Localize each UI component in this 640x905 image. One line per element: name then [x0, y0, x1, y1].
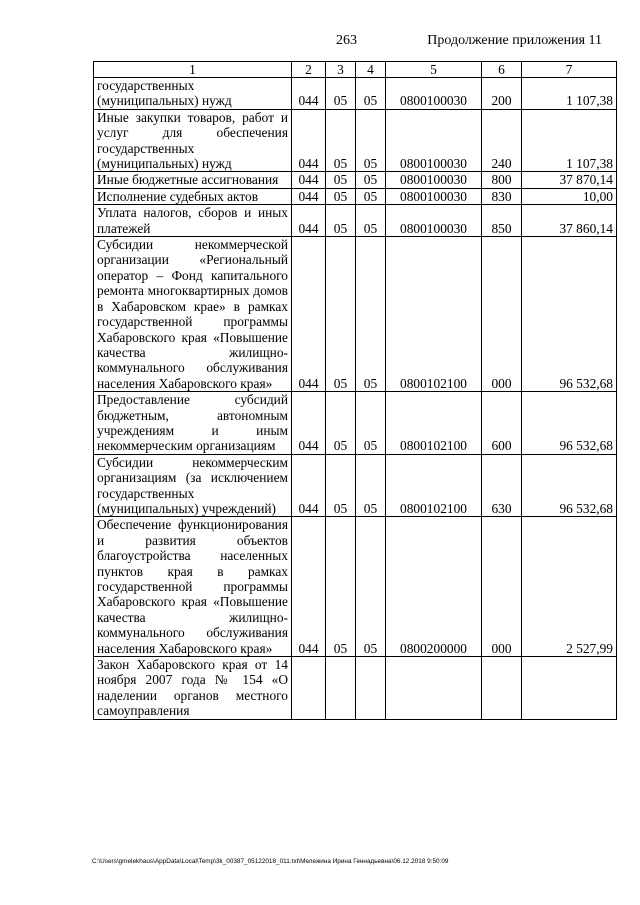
row-target-code: 0800100030 [386, 172, 482, 188]
row-expense-type: 200 [482, 78, 522, 110]
file-path-footer: C:\Users\gmelekhaus\AppData\Local\Temp\3k_00387_05122018_011.txt\Мележина Ирина Геннадьевна\06.12.2018 9:50:09 [92, 858, 449, 865]
page-number: 263 [336, 33, 357, 48]
row-subsection-code: 05 [356, 109, 386, 172]
column-header: 6 [482, 62, 522, 78]
row-name: Иные закупки товаров, работ и услуг для обеспечения государственных (муниципальных) нужд [94, 109, 292, 172]
row-name: Субсидии некоммерческой организации «Региональный оператор – Фонд капитального ремонта многоквартирных домов в Хабаровском крае» в рамках государственной программы Хабаровского края «Повышение качества жилищно-коммунального обслуживания населения Хабаровского края» [94, 237, 292, 392]
row-subsection-code: 05 [356, 454, 386, 517]
row-expense-type: 000 [482, 517, 522, 657]
column-header: 7 [522, 62, 617, 78]
row-section-code: 05 [326, 392, 356, 455]
table-row [94, 172, 617, 188]
row-ministry-code: 044 [292, 172, 326, 188]
column-header: 2 [292, 62, 326, 78]
row-target-code: 0800100030 [386, 188, 482, 204]
row-subsection-code: 05 [356, 517, 386, 657]
table-header-row [94, 62, 617, 78]
table-row [94, 109, 617, 172]
table-row [94, 517, 617, 657]
row-expense-type: 240 [482, 109, 522, 172]
table-row [94, 188, 617, 204]
row-ministry-code: 044 [292, 517, 326, 657]
row-ministry-code: 044 [292, 188, 326, 204]
row-ministry-code: 044 [292, 205, 326, 237]
row-subsection-code: 05 [356, 205, 386, 237]
row-amount: 96 532,68 [522, 392, 617, 455]
row-target-code: 0800200000 [386, 517, 482, 657]
row-name: Уплата налогов, сборов и иных платежей [94, 205, 292, 237]
row-subsection-code: 05 [356, 172, 386, 188]
row-target-code: 0800100030 [386, 205, 482, 237]
row-target-code: 0800102100 [386, 237, 482, 392]
row-subsection-code: 05 [356, 188, 386, 204]
row-expense-type [482, 657, 522, 720]
row-target-code: 0800100030 [386, 109, 482, 172]
row-section-code: 05 [326, 237, 356, 392]
row-expense-type: 600 [482, 392, 522, 455]
row-name: Предоставление субсидий бюджетным, автономным учреждениям и иным некоммерческим организациям [94, 392, 292, 455]
row-ministry-code [292, 657, 326, 720]
row-ministry-code: 044 [292, 237, 326, 392]
row-section-code: 05 [326, 205, 356, 237]
row-name: Закон Хабаровского края от 14 ноября 2007 года № 154 «О наделении органов местного самоуправления [94, 657, 292, 720]
column-header: 3 [326, 62, 356, 78]
column-header: 4 [356, 62, 386, 78]
row-expense-type: 000 [482, 237, 522, 392]
row-amount: 37 870,14 [522, 172, 617, 188]
column-header: 1 [94, 62, 292, 78]
row-amount: 37 860,14 [522, 205, 617, 237]
page-caption: Продолжение приложения 11 [427, 33, 602, 48]
row-subsection-code: 05 [356, 237, 386, 392]
table-row [94, 205, 617, 237]
table-row [94, 392, 617, 455]
row-section-code: 05 [326, 517, 356, 657]
row-name: Обеспечение функционирования и развития объектов благоустройства населенных пунктов края в рамках государственной программы Хабаровского края «Повышение качества жилищно-коммунального обслуживания населения Хабаровского края» [94, 517, 292, 657]
row-amount: 10,00 [522, 188, 617, 204]
row-name: Исполнение судебных актов [94, 188, 292, 204]
table-row [94, 78, 617, 110]
row-ministry-code: 044 [292, 454, 326, 517]
table-row [94, 454, 617, 517]
row-section-code: 05 [326, 78, 356, 110]
column-header: 5 [386, 62, 482, 78]
row-section-code: 05 [326, 172, 356, 188]
row-name: Субсидии некоммерческим организациям (за исключением государственных (муниципальных) учреждений) [94, 454, 292, 517]
row-amount: 2 527,99 [522, 517, 617, 657]
row-ministry-code: 044 [292, 392, 326, 455]
row-section-code: 05 [326, 109, 356, 172]
row-subsection-code: 05 [356, 392, 386, 455]
row-expense-type: 630 [482, 454, 522, 517]
row-expense-type: 800 [482, 172, 522, 188]
row-amount: 96 532,68 [522, 237, 617, 392]
row-amount: 1 107,38 [522, 109, 617, 172]
table-row [94, 237, 617, 392]
row-expense-type: 830 [482, 188, 522, 204]
row-section-code: 05 [326, 188, 356, 204]
row-section-code [326, 657, 356, 720]
row-amount [522, 657, 617, 720]
row-ministry-code: 044 [292, 78, 326, 110]
row-subsection-code [356, 657, 386, 720]
row-target-code: 0800102100 [386, 454, 482, 517]
row-expense-type: 850 [482, 205, 522, 237]
row-section-code: 05 [326, 454, 356, 517]
row-name: государственных (муниципальных) нужд [94, 78, 292, 110]
row-target-code: 0800100030 [386, 78, 482, 110]
table-row [94, 657, 617, 720]
row-ministry-code: 044 [292, 109, 326, 172]
row-target-code: 0800102100 [386, 392, 482, 455]
row-target-code [386, 657, 482, 720]
row-amount: 96 532,68 [522, 454, 617, 517]
row-amount: 1 107,38 [522, 78, 617, 110]
row-name: Иные бюджетные ассигнования [94, 172, 292, 188]
row-subsection-code: 05 [356, 78, 386, 110]
budget-table [93, 61, 617, 720]
